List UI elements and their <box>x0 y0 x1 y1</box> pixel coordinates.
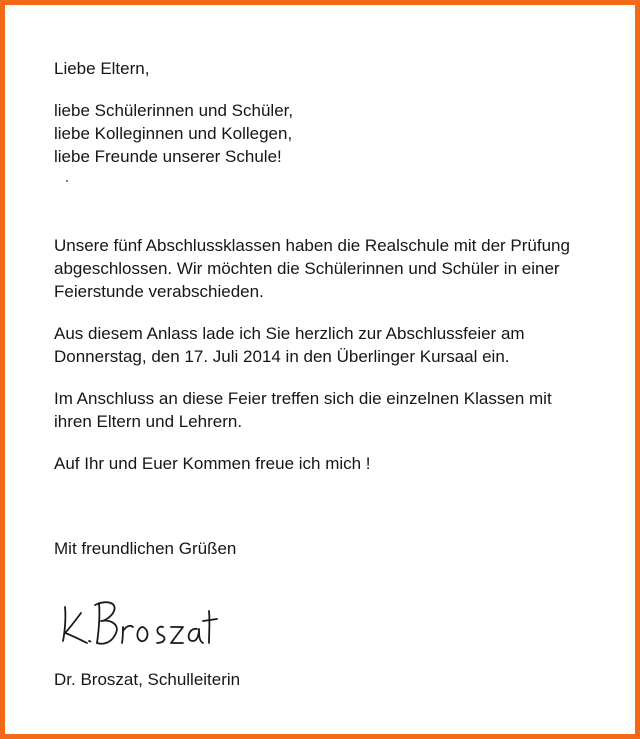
closing: Mit freundlichen Grüßen <box>54 539 237 558</box>
paragraph-line: Auf Ihr und Euer Kommen freue ich mich ! <box>54 454 371 473</box>
recipient-line: liebe Freunde unserer Schule! <box>54 147 282 166</box>
paragraph-line: Unsere fünf Abschlussklassen haben die Realschule mit der Prüfung <box>54 236 570 255</box>
paragraph-line: ihren Eltern und Lehrern. <box>54 412 243 431</box>
paragraph-line: Donnerstag, den 17. Juli 2014 in den Überlinger Kursaal ein. <box>54 347 510 366</box>
salutation: Liebe Eltern, <box>54 59 150 78</box>
paragraph-line: Aus diesem Anlass lade ich Sie herzlich zur Abschlussfeier am <box>54 324 525 343</box>
paragraph-line: Feierstunde verabschieden. <box>54 282 264 301</box>
stray-dot <box>66 180 68 182</box>
paragraph-line: abgeschlossen. Wir möchten die Schülerinnen und Schüler in einer <box>54 259 560 278</box>
signatory-name: Dr. Broszat, Schulleiterin <box>54 670 241 689</box>
recipient-line: liebe Kolleginnen und Kollegen, <box>54 124 293 143</box>
recipient-line: liebe Schülerinnen und Schüler, <box>54 101 294 120</box>
handwritten-signature <box>59 597 219 653</box>
paragraph-line: Im Anschluss an diese Feier treffen sich die einzelnen Klassen mit <box>54 389 552 408</box>
